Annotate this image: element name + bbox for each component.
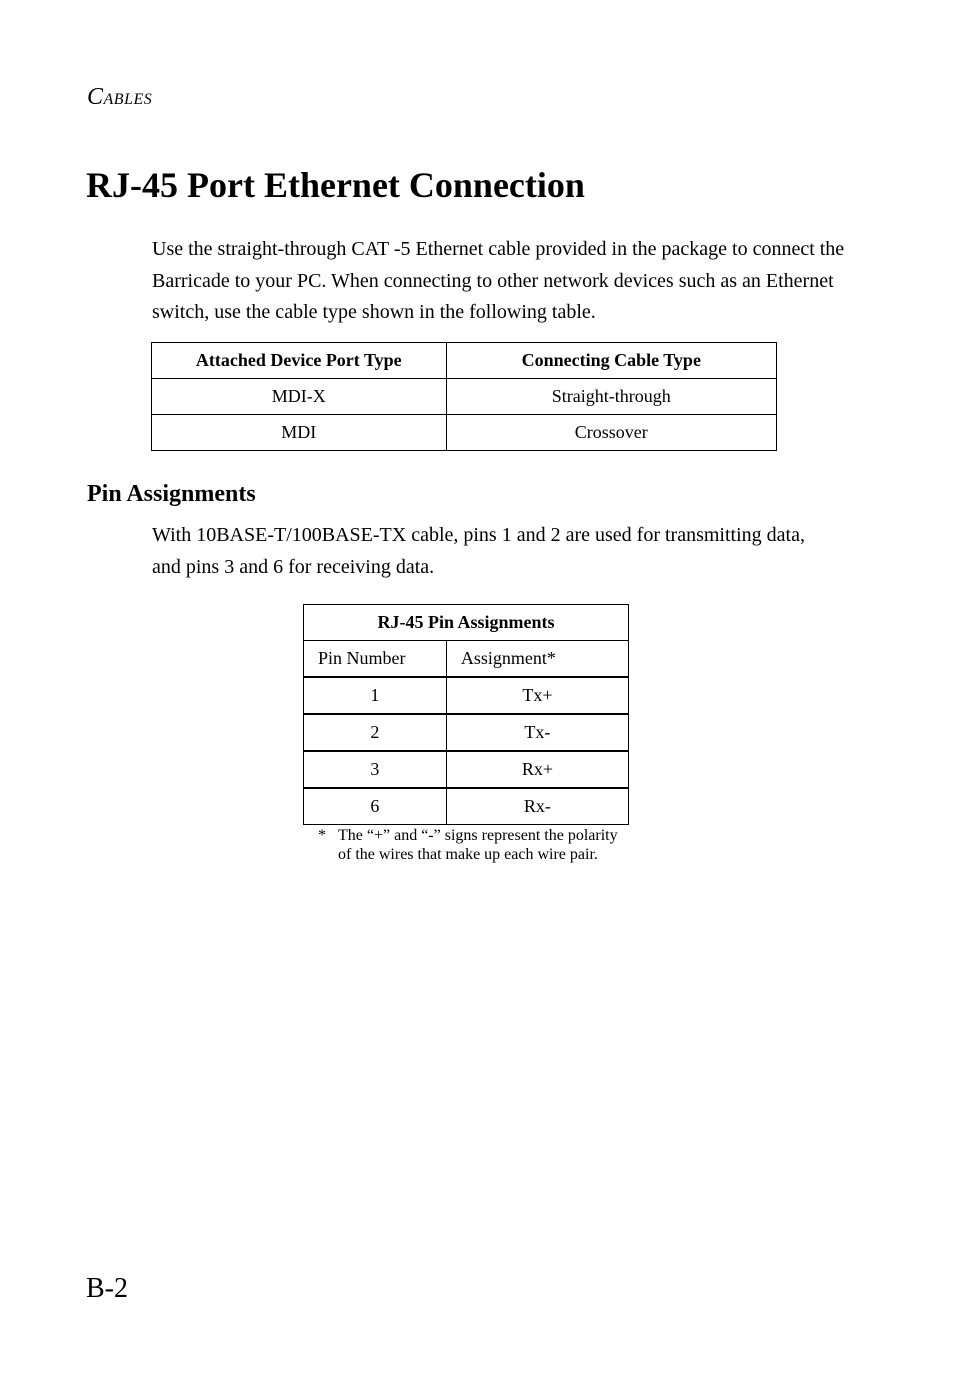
table-cell: 3 (304, 751, 447, 788)
table-row (152, 379, 777, 415)
table-header-row (304, 641, 629, 678)
table-footnote (318, 826, 618, 864)
table-cell: Rx+ (446, 751, 628, 788)
column-header: Pin Number (304, 641, 447, 678)
page-title: RJ-45 Port Ethernet Connection (86, 165, 585, 205)
table-cell: MDI (152, 415, 447, 451)
table-cell: MDI-X (152, 379, 447, 415)
pin-paragraph: With 10BASE-T/100BASE-TX cable, pins 1 and 2 are used for transmitting data, and pins 3 and 6 for receiving data. (152, 524, 805, 578)
table-header-row (152, 343, 777, 379)
footnote-text: The “+” and “-” signs represent the polarity of the wires that make up each wire pair. (338, 827, 618, 863)
table-row (304, 677, 629, 714)
page-number: B-2 (86, 1273, 128, 1304)
running-header-rest: ABLES (103, 91, 153, 108)
table-cell: 2 (304, 714, 447, 751)
table-title: RJ-45 Pin Assignments (304, 605, 629, 641)
table-cell: 1 (304, 677, 447, 714)
table-cell: Straight-through (446, 379, 776, 415)
running-header-initial: C (87, 84, 104, 110)
table-cell: Tx+ (446, 677, 628, 714)
table-row (304, 751, 629, 788)
footnote-mark: * (318, 827, 326, 844)
table-row (152, 415, 777, 451)
table-title-row (304, 605, 629, 641)
cable-type-table (151, 342, 777, 451)
running-header (87, 84, 152, 111)
table-cell: Rx- (446, 788, 628, 825)
table-cell: Tx- (446, 714, 628, 751)
table-row (304, 714, 629, 751)
section-heading: Pin Assignments (87, 481, 256, 507)
table-row (304, 788, 629, 825)
pin-assignments-table (303, 604, 629, 825)
column-header: Assignment* (446, 641, 628, 678)
column-header: Connecting Cable Type (446, 343, 776, 379)
table-cell: Crossover (446, 415, 776, 451)
column-header: Attached Device Port Type (152, 343, 447, 379)
intro-paragraph: Use the straight-through CAT -5 Ethernet cable provided in the package to connect the Barricade to your PC. When connecting to other network devices such as an Ethernet switch, use the cable type shown in the following table. (152, 238, 845, 323)
table-cell: 6 (304, 788, 447, 825)
